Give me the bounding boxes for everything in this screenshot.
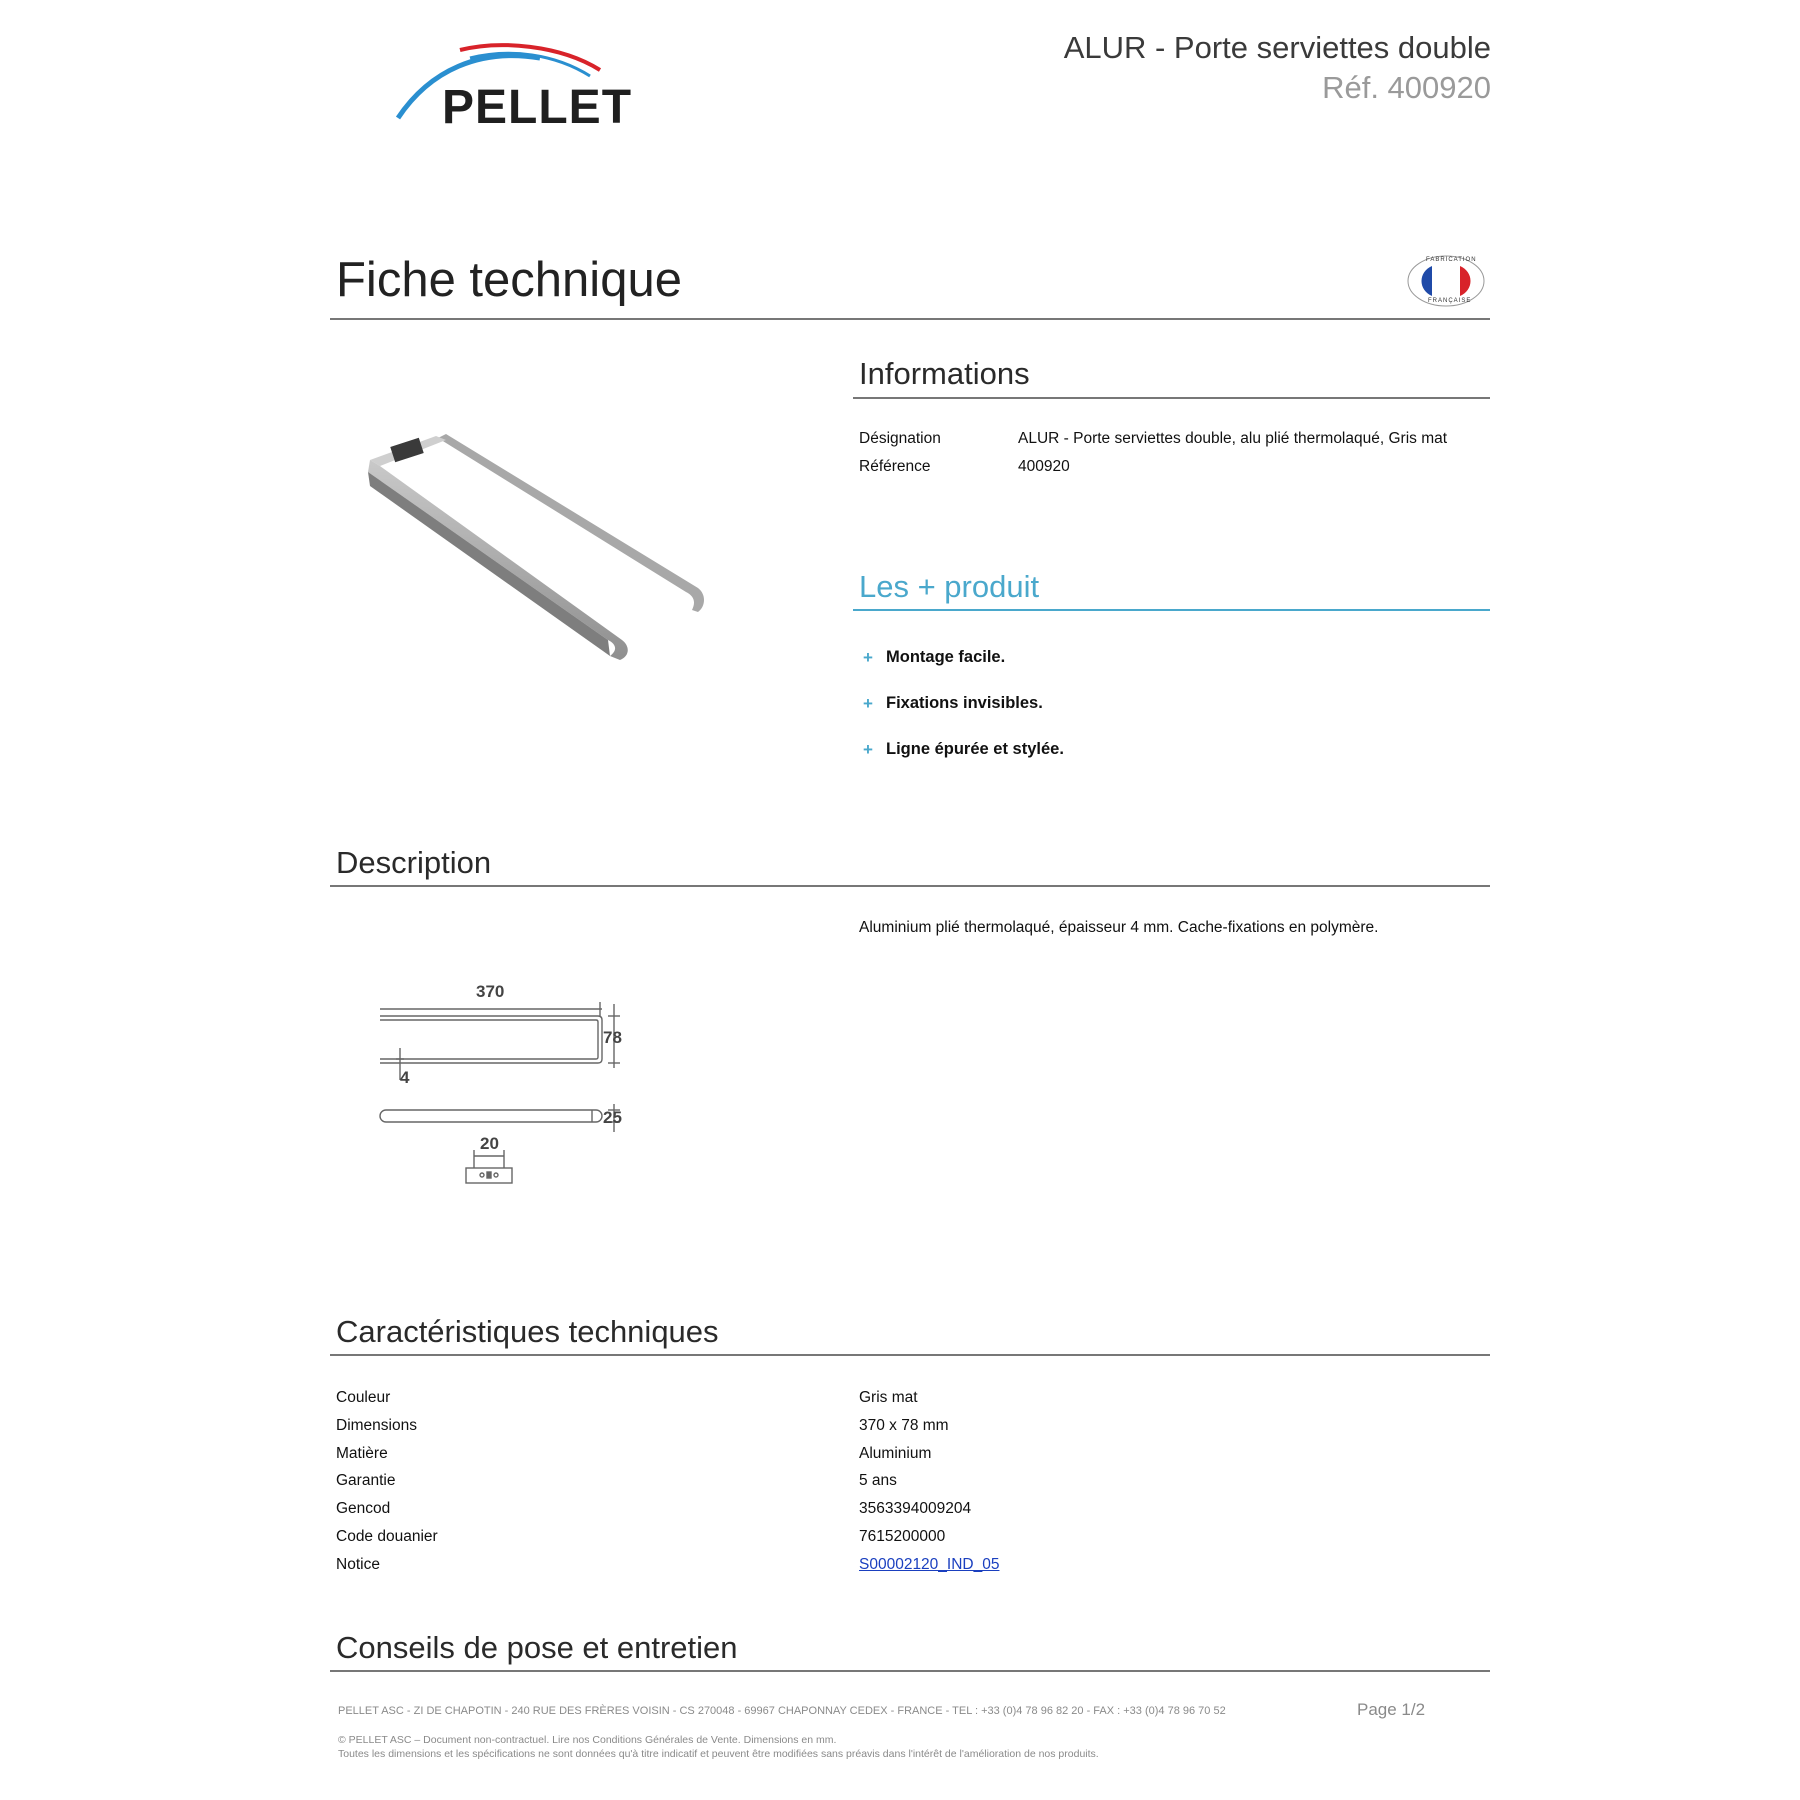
advantage-item: Ligne épurée et stylée. [886,740,1064,758]
badge-top-text: FABRICATION [1426,257,1477,263]
dim-length: 370 [476,982,505,1001]
info-value-designation: ALUR - Porte serviettes double, alu plié thermolaqué, Gris mat [1018,430,1448,447]
spec-label: Notice [336,1556,380,1573]
plus-icon: + [863,694,873,713]
dim-width: 25 [603,1108,622,1127]
advantages-title: Les + produit [859,569,1040,604]
footer-address: PELLET ASC - ZI DE CHAPOTIN - 240 RUE DES FRÈRES VOISIN - CS 270048 - 69967 CHAPONNAY CEDEX - FRANCE - TEL : +33 (0)4 78 96 82 20 - FAX : +33 (0)4 78 96 70 52 [338,1705,1226,1717]
advantage-item: Fixations invisibles. [886,694,1043,712]
caracteristiques-title: Caractéristiques techniques [336,1314,719,1349]
product-title: ALUR - Porte serviettes double [1063,30,1491,65]
title-divider [330,318,1490,320]
footer-legal-line: Toutes les dimensions et les spécifications ne sont données qu'à titre indicatif et peuvent être modifiées sans préavis dans l'intérêt de l'amélioration de nos produits. [338,1748,1099,1760]
description-text: Aluminium plié thermolaqué, épaisseur 4 mm. Cache-fixations en polymère. [859,919,1379,936]
spec-value: 7615200000 [859,1528,946,1545]
info-label-designation: Désignation [859,430,941,447]
advantage-item: Montage facile. [886,648,1006,666]
spec-label: Dimensions [336,1417,417,1434]
spec-value: 5 ans [859,1472,897,1489]
product-ref: Réf. 400920 [1322,70,1491,105]
description-title: Description [336,845,492,880]
dim-height: 78 [603,1028,622,1047]
spec-value: 370 x 78 mm [859,1417,949,1434]
description-divider [330,885,1490,887]
caracteristiques-divider [330,1354,1490,1356]
product-image [360,350,720,680]
conseils-title: Conseils de pose et entretien [336,1630,738,1665]
spec-label: Garantie [336,1472,396,1489]
technical-drawing [370,980,640,1190]
dim-fixing: 20 [480,1134,499,1153]
informations-divider [853,397,1490,399]
brand-logo [390,40,640,134]
spec-value: Gris mat [859,1389,918,1406]
spec-value: Aluminium [859,1445,932,1462]
spec-value: 3563394009204 [859,1500,972,1517]
info-label-reference: Référence [859,458,931,475]
plus-icon: + [863,648,873,667]
page-number: Page 1/2 [1357,1700,1426,1719]
spec-label: Matière [336,1445,388,1462]
advantages-divider [853,609,1490,611]
footer-legal-line: © PELLET ASC – Document non-contractuel. Lire nos Conditions Générales de Vente. Dimensions en mm. [338,1734,837,1746]
dim-thickness: 4 [400,1068,410,1087]
badge-bottom-text: FRANÇAISE [1428,298,1472,304]
spec-label: Couleur [336,1389,391,1406]
informations-title: Informations [859,356,1030,391]
info-value-reference: 400920 [1018,458,1070,475]
page-title: Fiche technique [336,253,682,307]
notice-link[interactable]: S00002120_IND_05 [859,1556,1000,1573]
conseils-divider [330,1670,1490,1672]
spec-label: Code douanier [336,1528,438,1545]
fabrication-francaise-badge [1406,254,1486,308]
footer-legal [338,1733,1099,1761]
spec-label: Gencod [336,1500,391,1517]
plus-icon: + [863,740,873,759]
brand-name: PELLET [442,81,633,134]
